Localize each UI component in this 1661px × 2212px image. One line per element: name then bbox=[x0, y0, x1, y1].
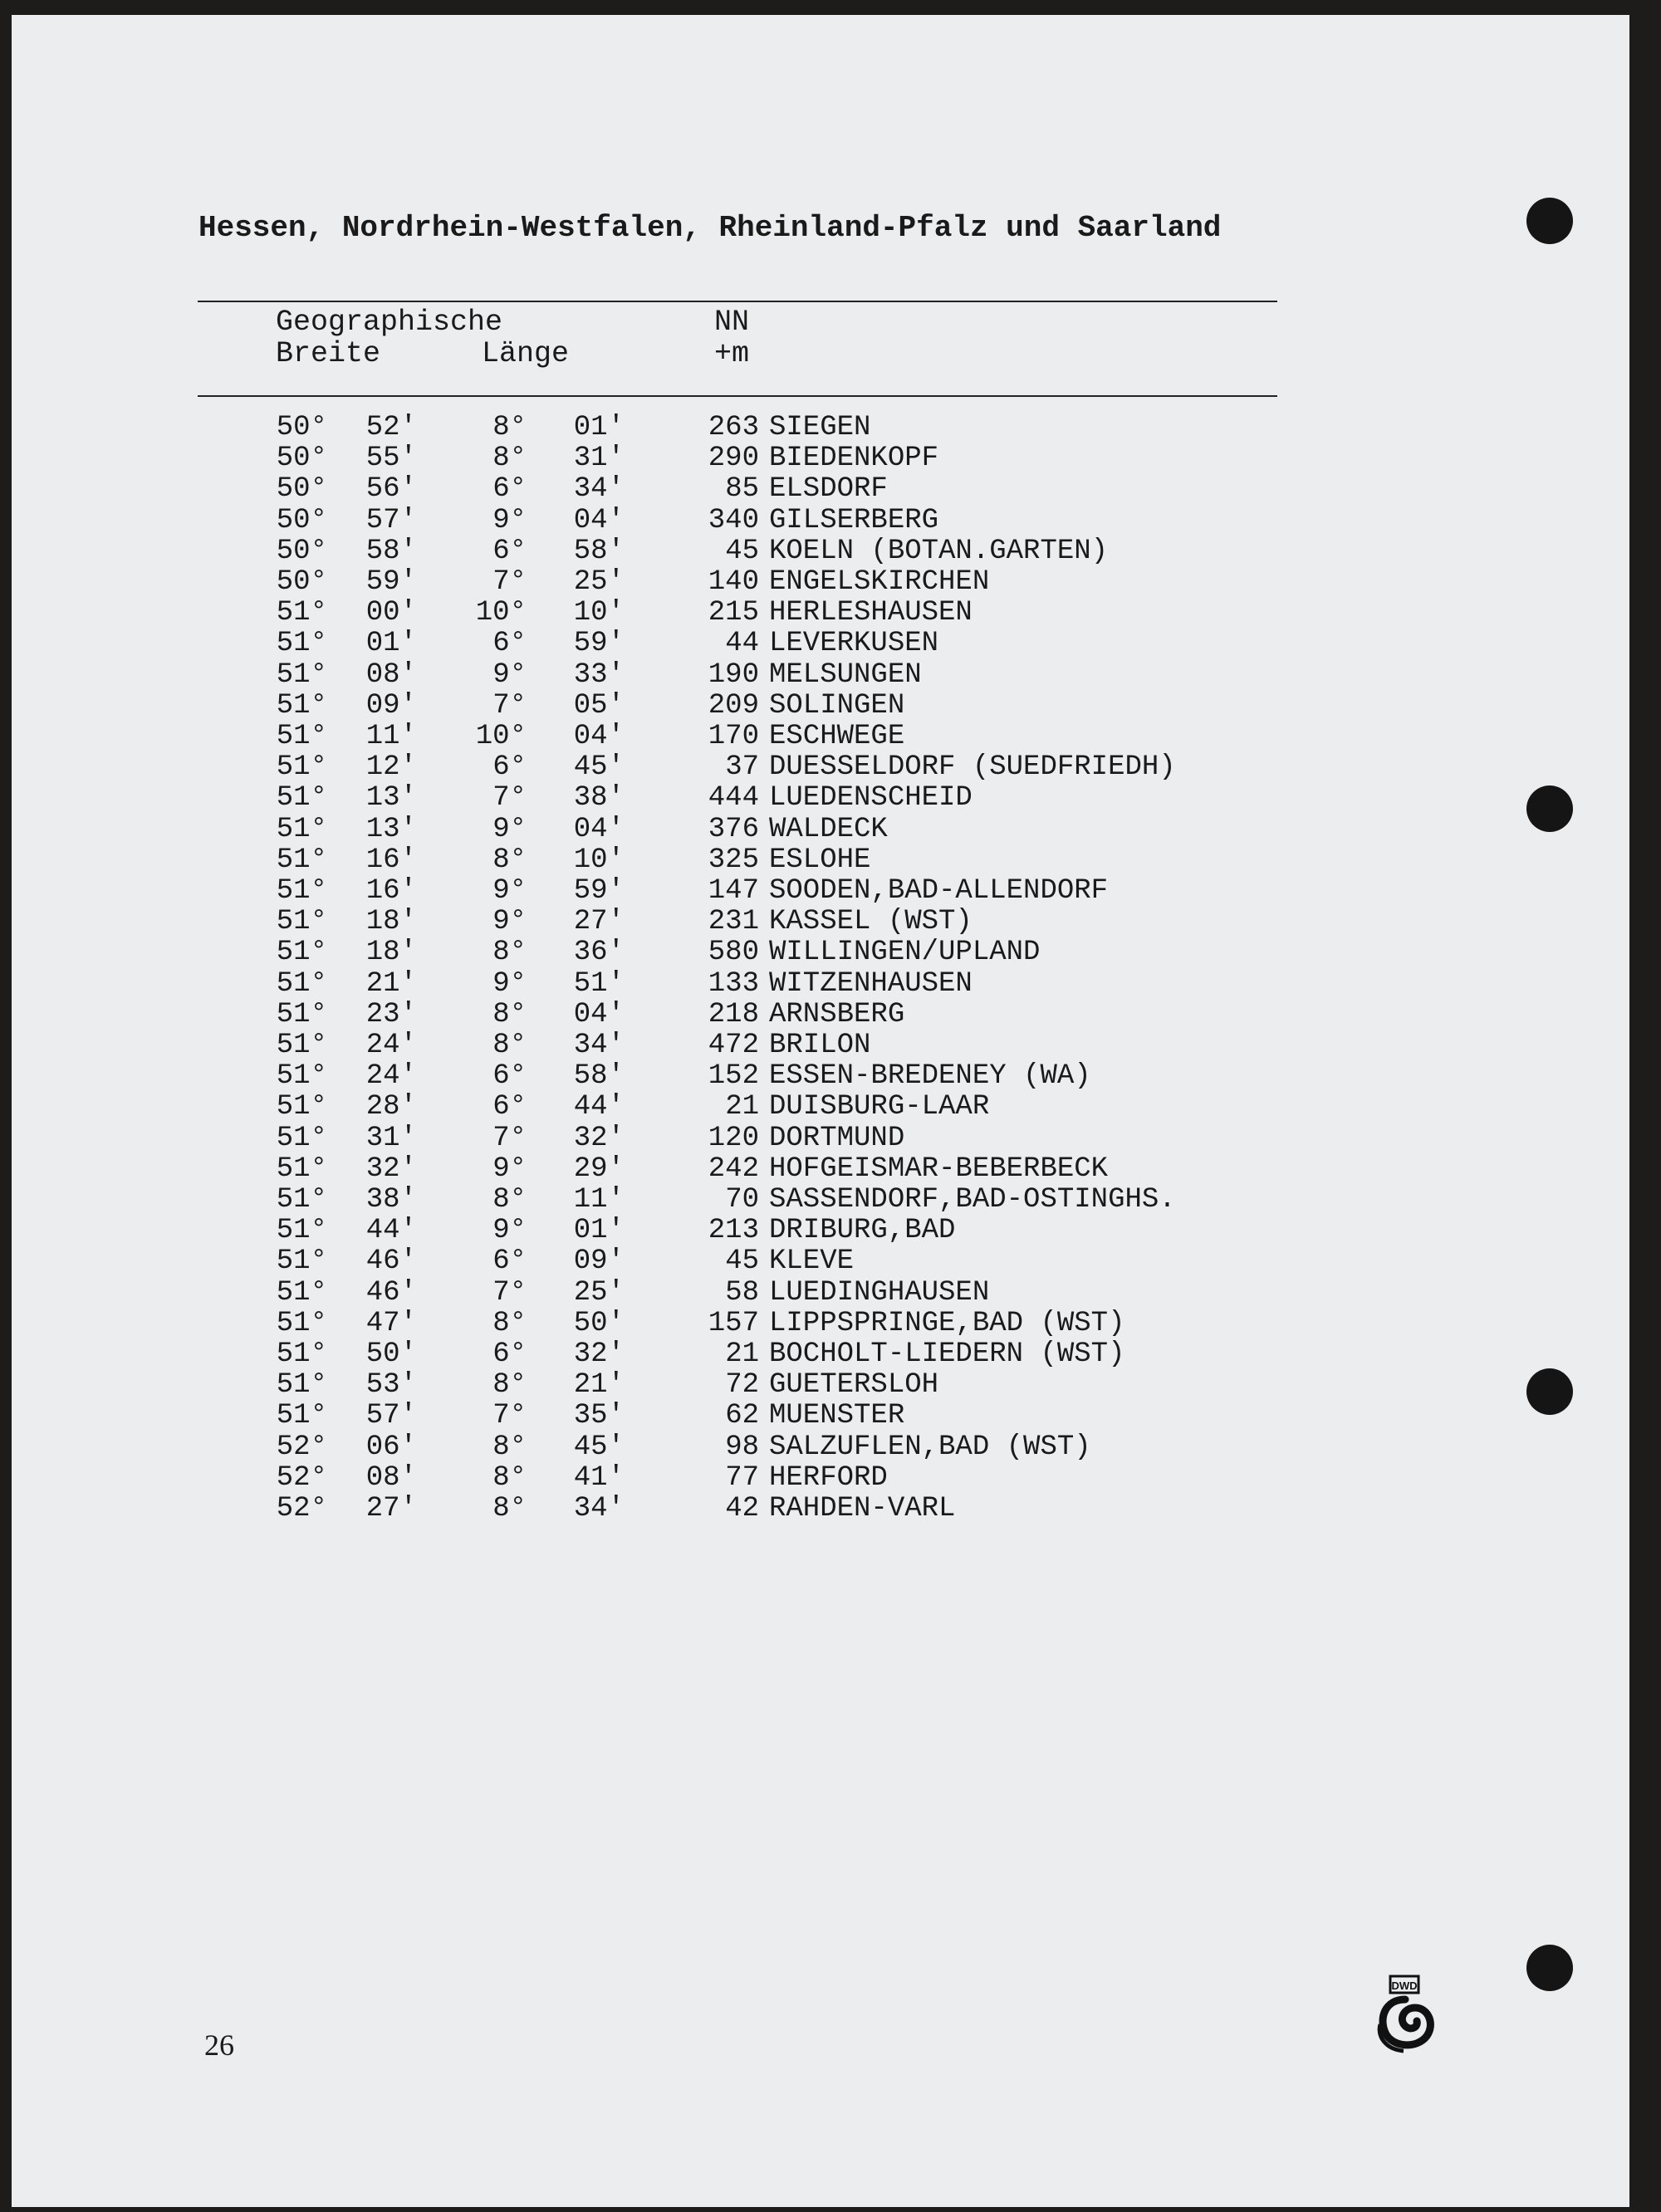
dwd-logo-text: DWD bbox=[1391, 1980, 1418, 1992]
station-name: GUETERSLOH bbox=[769, 1369, 939, 1402]
longitude-minutes: 41′ bbox=[573, 1461, 625, 1494]
elevation: 147 bbox=[708, 875, 759, 907]
latitude-minutes: 18′ bbox=[365, 906, 417, 938]
longitude-degrees: 9° bbox=[492, 967, 527, 1000]
punch-hole bbox=[1526, 1945, 1573, 1991]
table-row bbox=[12, 1493, 1340, 1524]
elevation: 472 bbox=[708, 1030, 759, 1061]
station-name: BOCHOLT-LIEDERN (WST) bbox=[769, 1338, 1125, 1370]
latitude-degrees: 50° bbox=[276, 412, 327, 443]
latitude-minutes: 24′ bbox=[365, 1030, 417, 1061]
latitude-minutes: 16′ bbox=[365, 844, 417, 876]
longitude-minutes: 50′ bbox=[573, 1307, 625, 1339]
longitude-degrees: 6° bbox=[492, 751, 527, 784]
elevation: 231 bbox=[708, 906, 759, 938]
latitude-degrees: 51° bbox=[276, 937, 327, 969]
latitude-degrees: 51° bbox=[276, 1276, 327, 1309]
station-name: DUISBURG-LAAR bbox=[769, 1091, 990, 1123]
longitude-degrees: 7° bbox=[492, 1276, 527, 1309]
latitude-minutes: 38′ bbox=[365, 1184, 417, 1216]
table-row bbox=[12, 1060, 1340, 1091]
table-row bbox=[12, 999, 1340, 1030]
latitude-degrees: 51° bbox=[276, 844, 327, 876]
latitude-minutes: 55′ bbox=[365, 443, 417, 475]
station-name: LIPPSPRINGE,BAD (WST) bbox=[769, 1307, 1125, 1339]
elevation: 37 bbox=[725, 751, 759, 784]
table-row bbox=[12, 443, 1340, 473]
longitude-minutes: 59′ bbox=[573, 875, 625, 907]
longitude-degrees: 8° bbox=[492, 443, 527, 475]
elevation: 72 bbox=[725, 1369, 759, 1402]
station-name: DUESSELDORF (SUEDFRIEDH) bbox=[769, 751, 1176, 784]
latitude-minutes: 56′ bbox=[365, 473, 417, 506]
longitude-degrees: 8° bbox=[492, 412, 527, 443]
station-name: ENGELSKIRCHEN bbox=[769, 566, 990, 598]
station-name: BRILON bbox=[769, 1030, 871, 1061]
latitude-minutes: 44′ bbox=[365, 1215, 417, 1247]
longitude-minutes: 11′ bbox=[573, 1184, 625, 1216]
latitude-minutes: 08′ bbox=[365, 658, 417, 691]
table-row bbox=[12, 906, 1340, 937]
elevation: 242 bbox=[708, 1152, 759, 1185]
header-meters: +m bbox=[714, 337, 750, 370]
table-row bbox=[12, 1153, 1340, 1184]
longitude-degrees: 7° bbox=[492, 566, 527, 598]
elevation: 120 bbox=[708, 1122, 759, 1154]
latitude-minutes: 23′ bbox=[365, 998, 417, 1030]
longitude-minutes: 10′ bbox=[573, 597, 625, 629]
longitude-minutes: 38′ bbox=[573, 782, 625, 815]
elevation: 77 bbox=[725, 1461, 759, 1494]
latitude-minutes: 47′ bbox=[365, 1307, 417, 1339]
longitude-degrees: 9° bbox=[492, 504, 527, 536]
longitude-minutes: 25′ bbox=[573, 566, 625, 598]
table-rule-top bbox=[198, 301, 1277, 302]
longitude-minutes: 04′ bbox=[573, 813, 625, 845]
latitude-degrees: 51° bbox=[276, 1091, 327, 1123]
elevation: 340 bbox=[708, 504, 759, 536]
elevation: 42 bbox=[725, 1493, 759, 1524]
elevation: 263 bbox=[708, 412, 759, 443]
longitude-degrees: 6° bbox=[492, 628, 527, 660]
elevation: 290 bbox=[708, 443, 759, 475]
table-row bbox=[12, 597, 1340, 628]
longitude-degrees: 8° bbox=[492, 937, 527, 969]
station-name: GILSERBERG bbox=[769, 504, 939, 536]
latitude-degrees: 51° bbox=[276, 628, 327, 660]
table-row bbox=[12, 721, 1340, 751]
latitude-degrees: 51° bbox=[276, 689, 327, 722]
header-breite: Breite bbox=[276, 337, 381, 370]
longitude-degrees: 6° bbox=[492, 535, 527, 567]
longitude-minutes: 05′ bbox=[573, 689, 625, 722]
longitude-degrees: 6° bbox=[492, 1060, 527, 1093]
longitude-minutes: 36′ bbox=[573, 937, 625, 969]
station-name: WILLINGEN/UPLAND bbox=[769, 937, 1041, 969]
longitude-degrees: 10° bbox=[475, 721, 527, 752]
station-name: KLEVE bbox=[769, 1245, 855, 1278]
latitude-minutes: 08′ bbox=[365, 1461, 417, 1494]
table-row bbox=[12, 1462, 1340, 1493]
table-row bbox=[12, 751, 1340, 782]
station-name: LUEDENSCHEID bbox=[769, 782, 973, 815]
station-name: WITZENHAUSEN bbox=[769, 967, 973, 1000]
elevation: 580 bbox=[708, 937, 759, 969]
elevation: 70 bbox=[725, 1184, 759, 1216]
latitude-degrees: 51° bbox=[276, 1400, 327, 1432]
longitude-minutes: 45′ bbox=[573, 1431, 625, 1463]
table-rule-bottom bbox=[198, 395, 1277, 397]
latitude-degrees: 51° bbox=[276, 998, 327, 1030]
longitude-degrees: 8° bbox=[492, 1307, 527, 1339]
elevation: 62 bbox=[725, 1400, 759, 1432]
table-row bbox=[12, 814, 1340, 844]
table-row bbox=[12, 937, 1340, 967]
longitude-minutes: 58′ bbox=[573, 1060, 625, 1093]
table-row bbox=[12, 659, 1340, 690]
latitude-minutes: 32′ bbox=[365, 1152, 417, 1185]
longitude-degrees: 8° bbox=[492, 998, 527, 1030]
latitude-degrees: 50° bbox=[276, 504, 327, 536]
longitude-degrees: 9° bbox=[492, 906, 527, 938]
elevation: 325 bbox=[708, 844, 759, 876]
page-title: Hessen, Nordrhein-Westfalen, Rheinland-Pfalz und Saarland bbox=[198, 211, 1222, 245]
longitude-minutes: 32′ bbox=[573, 1122, 625, 1154]
latitude-degrees: 51° bbox=[276, 1245, 327, 1278]
latitude-minutes: 13′ bbox=[365, 813, 417, 845]
table-row bbox=[12, 1308, 1340, 1338]
station-name: ELSDORF bbox=[769, 473, 888, 506]
latitude-minutes: 46′ bbox=[365, 1276, 417, 1309]
longitude-degrees: 6° bbox=[492, 473, 527, 506]
elevation: 170 bbox=[708, 721, 759, 752]
longitude-degrees: 9° bbox=[492, 1152, 527, 1185]
table-row bbox=[12, 1369, 1340, 1400]
longitude-minutes: 32′ bbox=[573, 1338, 625, 1370]
latitude-minutes: 46′ bbox=[365, 1245, 417, 1278]
longitude-minutes: 04′ bbox=[573, 504, 625, 536]
table-row bbox=[12, 1215, 1340, 1245]
latitude-degrees: 51° bbox=[276, 1184, 327, 1216]
latitude-degrees: 51° bbox=[276, 1369, 327, 1402]
latitude-degrees: 51° bbox=[276, 875, 327, 907]
elevation: 58 bbox=[725, 1276, 759, 1309]
elevation: 190 bbox=[708, 658, 759, 691]
latitude-degrees: 51° bbox=[276, 813, 327, 845]
elevation: 209 bbox=[708, 689, 759, 722]
table-row bbox=[12, 628, 1340, 658]
latitude-minutes: 18′ bbox=[365, 937, 417, 969]
longitude-degrees: 9° bbox=[492, 875, 527, 907]
station-name: WALDECK bbox=[769, 813, 888, 845]
latitude-minutes: 57′ bbox=[365, 1400, 417, 1432]
longitude-degrees: 8° bbox=[492, 844, 527, 876]
longitude-minutes: 51′ bbox=[573, 967, 625, 1000]
elevation: 213 bbox=[708, 1215, 759, 1247]
longitude-minutes: 04′ bbox=[573, 998, 625, 1030]
page-number: 26 bbox=[204, 2028, 234, 2062]
longitude-degrees: 7° bbox=[492, 689, 527, 722]
elevation: 85 bbox=[725, 473, 759, 506]
longitude-minutes: 29′ bbox=[573, 1152, 625, 1185]
table-row bbox=[12, 412, 1340, 443]
station-name: LUEDINGHAUSEN bbox=[769, 1276, 990, 1309]
station-name: SASSENDORF,BAD-OSTINGHS. bbox=[769, 1184, 1176, 1216]
table-row bbox=[12, 536, 1340, 566]
longitude-degrees: 7° bbox=[492, 1400, 527, 1432]
table-row bbox=[12, 1400, 1340, 1431]
longitude-degrees: 6° bbox=[492, 1245, 527, 1278]
elevation: 218 bbox=[708, 998, 759, 1030]
longitude-degrees: 8° bbox=[492, 1493, 527, 1524]
latitude-degrees: 51° bbox=[276, 597, 327, 629]
latitude-degrees: 52° bbox=[276, 1461, 327, 1494]
longitude-minutes: 25′ bbox=[573, 1276, 625, 1309]
longitude-degrees: 8° bbox=[492, 1369, 527, 1402]
longitude-minutes: 01′ bbox=[573, 1215, 625, 1247]
longitude-degrees: 8° bbox=[492, 1431, 527, 1463]
latitude-minutes: 12′ bbox=[365, 751, 417, 784]
table-row bbox=[12, 473, 1340, 504]
table-row bbox=[12, 875, 1340, 906]
latitude-minutes: 21′ bbox=[365, 967, 417, 1000]
elevation: 140 bbox=[708, 566, 759, 598]
longitude-degrees: 9° bbox=[492, 658, 527, 691]
longitude-minutes: 58′ bbox=[573, 535, 625, 567]
elevation: 376 bbox=[708, 813, 759, 845]
station-name: SOODEN,BAD-ALLENDORF bbox=[769, 875, 1109, 907]
station-name: KOELN (BOTAN.GARTEN) bbox=[769, 535, 1109, 567]
latitude-degrees: 50° bbox=[276, 566, 327, 598]
table-row bbox=[12, 690, 1340, 721]
latitude-minutes: 24′ bbox=[365, 1060, 417, 1093]
longitude-minutes: 35′ bbox=[573, 1400, 625, 1432]
longitude-minutes: 27′ bbox=[573, 906, 625, 938]
latitude-minutes: 28′ bbox=[365, 1091, 417, 1123]
station-name: RAHDEN-VARL bbox=[769, 1493, 956, 1524]
station-name: HERLESHAUSEN bbox=[769, 597, 973, 629]
longitude-minutes: 59′ bbox=[573, 628, 625, 660]
punch-hole bbox=[1526, 1368, 1573, 1415]
longitude-degrees: 8° bbox=[492, 1461, 527, 1494]
table-row bbox=[12, 844, 1340, 875]
header-geographische: Geographische bbox=[276, 306, 503, 339]
latitude-degrees: 50° bbox=[276, 473, 327, 506]
latitude-minutes: 58′ bbox=[365, 535, 417, 567]
longitude-degrees: 9° bbox=[492, 1215, 527, 1247]
latitude-minutes: 09′ bbox=[365, 689, 417, 722]
latitude-degrees: 50° bbox=[276, 535, 327, 567]
latitude-degrees: 51° bbox=[276, 1030, 327, 1061]
longitude-degrees: 6° bbox=[492, 1338, 527, 1370]
latitude-minutes: 11′ bbox=[365, 721, 417, 752]
elevation: 44 bbox=[725, 628, 759, 660]
latitude-degrees: 51° bbox=[276, 658, 327, 691]
station-name: SOLINGEN bbox=[769, 689, 905, 722]
station-name: MUENSTER bbox=[769, 1400, 905, 1432]
station-name: HOFGEISMAR-BEBERBECK bbox=[769, 1152, 1109, 1185]
latitude-degrees: 51° bbox=[276, 1060, 327, 1093]
longitude-minutes: 21′ bbox=[573, 1369, 625, 1402]
latitude-minutes: 00′ bbox=[365, 597, 417, 629]
latitude-minutes: 16′ bbox=[365, 875, 417, 907]
latitude-minutes: 13′ bbox=[365, 782, 417, 815]
longitude-minutes: 01′ bbox=[573, 412, 625, 443]
latitude-degrees: 51° bbox=[276, 1215, 327, 1247]
longitude-degrees: 8° bbox=[492, 1184, 527, 1216]
elevation: 45 bbox=[725, 535, 759, 567]
elevation: 444 bbox=[708, 782, 759, 815]
station-name: SIEGEN bbox=[769, 412, 871, 443]
latitude-degrees: 51° bbox=[276, 751, 327, 784]
table-row bbox=[12, 505, 1340, 536]
latitude-minutes: 27′ bbox=[365, 1493, 417, 1524]
latitude-minutes: 50′ bbox=[365, 1338, 417, 1370]
latitude-degrees: 51° bbox=[276, 1152, 327, 1185]
longitude-degrees: 7° bbox=[492, 1122, 527, 1154]
station-name: ARNSBERG bbox=[769, 998, 905, 1030]
station-name: SALZUFLEN,BAD (WST) bbox=[769, 1431, 1091, 1463]
elevation: 45 bbox=[725, 1245, 759, 1278]
table-row bbox=[12, 1091, 1340, 1122]
elevation: 98 bbox=[725, 1431, 759, 1463]
station-name: DORTMUND bbox=[769, 1122, 905, 1154]
latitude-degrees: 52° bbox=[276, 1431, 327, 1463]
station-name: HERFORD bbox=[769, 1461, 888, 1494]
header-laenge: Länge bbox=[482, 337, 570, 370]
station-name: MELSUNGEN bbox=[769, 658, 922, 691]
table-row bbox=[12, 1431, 1340, 1462]
longitude-minutes: 45′ bbox=[573, 751, 625, 784]
elevation: 215 bbox=[708, 597, 759, 629]
longitude-minutes: 44′ bbox=[573, 1091, 625, 1123]
latitude-degrees: 50° bbox=[276, 443, 327, 475]
longitude-degrees: 6° bbox=[492, 1091, 527, 1123]
longitude-degrees: 8° bbox=[492, 1030, 527, 1061]
table-row bbox=[12, 1245, 1340, 1276]
longitude-degrees: 10° bbox=[475, 597, 527, 629]
latitude-degrees: 51° bbox=[276, 906, 327, 938]
table-row bbox=[12, 1338, 1340, 1369]
station-name: DRIBURG,BAD bbox=[769, 1215, 956, 1247]
longitude-degrees: 9° bbox=[492, 813, 527, 845]
longitude-minutes: 34′ bbox=[573, 1030, 625, 1061]
latitude-degrees: 51° bbox=[276, 782, 327, 815]
station-name: ESSEN-BREDENEY (WA) bbox=[769, 1060, 1091, 1093]
punch-hole bbox=[1526, 198, 1573, 244]
latitude-degrees: 51° bbox=[276, 1307, 327, 1339]
latitude-minutes: 31′ bbox=[365, 1122, 417, 1154]
table-row bbox=[12, 1277, 1340, 1308]
latitude-degrees: 51° bbox=[276, 967, 327, 1000]
table-row bbox=[12, 782, 1340, 813]
elevation: 21 bbox=[725, 1091, 759, 1123]
elevation: 21 bbox=[725, 1338, 759, 1370]
station-name: LEVERKUSEN bbox=[769, 628, 939, 660]
table-row bbox=[12, 566, 1340, 597]
station-name: KASSEL (WST) bbox=[769, 906, 973, 938]
header-nn: NN bbox=[714, 306, 750, 339]
latitude-degrees: 52° bbox=[276, 1493, 327, 1524]
station-name: ESCHWEGE bbox=[769, 721, 905, 752]
table-row bbox=[12, 968, 1340, 999]
latitude-degrees: 51° bbox=[276, 1338, 327, 1370]
longitude-minutes: 04′ bbox=[573, 721, 625, 752]
punch-hole bbox=[1526, 785, 1573, 832]
elevation: 152 bbox=[708, 1060, 759, 1093]
latitude-minutes: 52′ bbox=[365, 412, 417, 443]
latitude-minutes: 53′ bbox=[365, 1369, 417, 1402]
latitude-minutes: 01′ bbox=[365, 628, 417, 660]
longitude-minutes: 10′ bbox=[573, 844, 625, 876]
latitude-minutes: 06′ bbox=[365, 1431, 417, 1463]
longitude-minutes: 31′ bbox=[573, 443, 625, 475]
document-page bbox=[12, 15, 1629, 2207]
elevation: 133 bbox=[708, 967, 759, 1000]
station-name: BIEDENKOPF bbox=[769, 443, 939, 475]
table-row bbox=[12, 1123, 1340, 1153]
longitude-minutes: 09′ bbox=[573, 1245, 625, 1278]
station-name: ESLOHE bbox=[769, 844, 871, 876]
table-row bbox=[12, 1030, 1340, 1060]
longitude-degrees: 7° bbox=[492, 782, 527, 815]
table-row bbox=[12, 1184, 1340, 1215]
longitude-minutes: 33′ bbox=[573, 658, 625, 691]
dwd-logo bbox=[1374, 1975, 1437, 2054]
latitude-degrees: 51° bbox=[276, 721, 327, 752]
longitude-minutes: 34′ bbox=[573, 1493, 625, 1524]
elevation: 157 bbox=[708, 1307, 759, 1339]
latitude-minutes: 59′ bbox=[365, 566, 417, 598]
longitude-minutes: 34′ bbox=[573, 473, 625, 506]
latitude-degrees: 51° bbox=[276, 1122, 327, 1154]
latitude-minutes: 57′ bbox=[365, 504, 417, 536]
